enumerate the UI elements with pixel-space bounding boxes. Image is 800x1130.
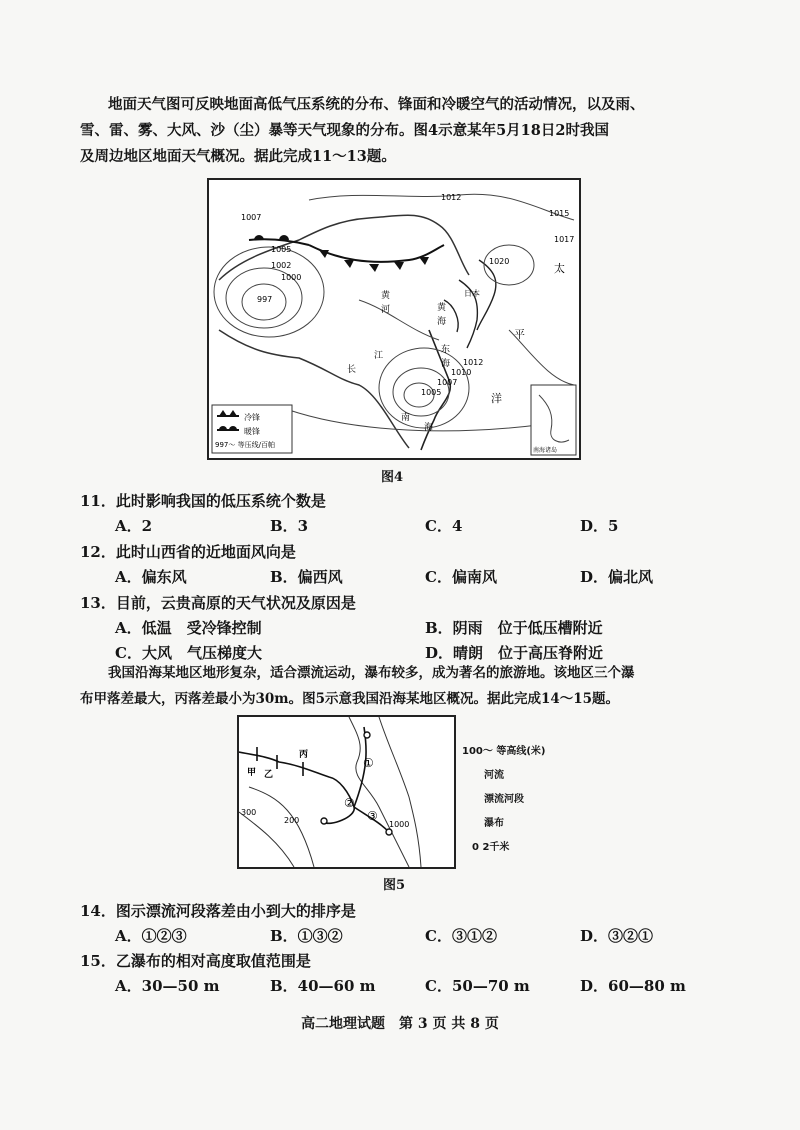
label-huang2: 黄 [437,303,447,313]
label-he: 河 [381,305,391,315]
q11-option-a[interactable]: A．2 [115,517,153,535]
q13-option-a[interactable]: A．低温 受冷锋控制 [115,619,262,637]
segment-2: ② [344,796,355,810]
isobar-label-1017: 1017 [554,235,575,244]
q15-option-a[interactable]: A．30—50 m [115,977,220,995]
isobar-label-1000: 1000 [281,273,302,282]
label-yang: 洋 [491,392,502,405]
q11-option-d[interactable]: D．5 [580,517,619,535]
intro-paragraph-14-15 [80,660,730,712]
intro-line: 地面天气图可反映地面高低气压系统的分布、锋面和冷暖空气的活动情况，以及雨、 [108,96,645,113]
q12-option-b[interactable]: B．偏西风 [270,568,343,586]
page-footer: 高二地理试题 第 3 页 共 8 页 [301,1016,499,1032]
inset-map [531,385,576,455]
intro-paragraph-11-13 [80,92,730,170]
contour-label-300: 300 [241,808,257,817]
isobar-label-1002: 1002 [271,261,292,270]
isobar-label-1015: 1015 [549,209,570,218]
legend-isobar: 997～ 等压线/百帕 [215,441,275,449]
label-dong: 东 [441,345,451,355]
q14-option-b[interactable]: B．①③② [270,927,343,945]
label-hai3: 海 [424,423,434,433]
q15-option-b[interactable]: B．40—60 m [270,977,376,995]
label-ping: 平 [514,328,525,341]
river [239,752,354,823]
weather-map [209,180,579,458]
isobar-label-1020: 1020 [489,257,510,266]
contour-line [379,717,421,867]
isobar-label-1007b: 1007 [437,378,458,387]
q14-option-c[interactable]: C．③①② [425,927,497,945]
figure-5-terrain-map [237,715,456,869]
border-line [219,215,469,280]
legend-scale: 0 2千米 [472,842,510,853]
question-13-stem: 13．目前，云贵高原的天气状况及原因是 [80,594,356,612]
q13-option-b[interactable]: B．阴雨 位于低压槽附近 [425,619,603,637]
q11-option-c[interactable]: C．4 [425,517,463,535]
terrain-map [239,717,454,867]
intro-line: 及周边地区地面天气概况。据此完成11～13题。 [80,148,396,165]
label-jia: 甲 [247,768,257,778]
label-jiang: 江 [374,351,384,361]
label-hai: 海 [437,317,447,327]
legend-river: 河流 [484,770,504,781]
q15-option-d[interactable]: D．60—80 m [580,977,686,995]
isobar-label-1007: 1007 [241,213,262,222]
question-12-stem: 12．此时山西省的近地面风向是 [80,543,296,561]
isobar-label-1012b: 1012 [463,358,484,367]
label-bing: 丙 [299,750,309,760]
legend-warm-front: 暖锋 [244,427,260,436]
label-japan: 日本 [464,289,480,298]
question-14-stem: 14．图示漂流河段落差由小到大的排序是 [80,902,356,920]
intro-line: 我国沿海某地区地形复杂，适合漂流运动，瀑布较多，成为著名的旅游地。该地区三个瀑 [108,665,635,681]
contour-label-200: 200 [284,816,300,825]
q15-option-c[interactable]: C．50—70 m [425,977,530,995]
legend-contour: 100～ 等高线(米) [462,746,546,757]
segment-3: ③ [367,809,378,823]
label-huang: 黄 [381,291,391,301]
question-11-stem: 11．此时影响我国的低压系统个数是 [80,492,326,510]
isobar-label-1005: 1005 [271,245,292,254]
q11-option-b[interactable]: B．3 [270,517,309,535]
legend-rafting: 漂流河段 [484,794,524,805]
intro-line: 雪、雷、雾、大风、沙（尘）暴等天气现象的分布。图4示意某年5月18日2时我国 [80,122,609,139]
inset-label: 南海诸岛 [533,447,558,454]
label-yi: 乙 [264,770,274,780]
q13-option-d[interactable]: D．晴朗 位于高压脊附近 [425,644,604,662]
isobar-label-997: 997 [257,295,273,304]
label-hai2: 海 [441,359,451,369]
q12-option-a[interactable]: A．偏东风 [115,568,187,586]
q12-option-d[interactable]: D．偏北风 [580,568,654,586]
contour-label-1000: 1000 [389,820,410,829]
isobar [214,247,324,337]
contour-line [349,717,409,867]
figure-5-legend [462,740,572,860]
q14-option-d[interactable]: D．③②① [580,927,654,945]
isobar [359,300,439,340]
isobar-label-1012: 1012 [441,193,462,202]
label-nan: 南 [401,413,411,423]
legend-waterfall: 瀑布 [484,818,504,829]
q13-option-c[interactable]: C．大风 气压梯度大 [115,644,262,662]
legend-cold-front: 冷锋 [244,413,260,422]
question-15-stem: 15．乙瀑布的相对高度取值范围是 [80,952,311,970]
q12-option-c[interactable]: C．偏南风 [425,568,497,586]
segment-1: ① [363,756,374,770]
isobar-label-1005b: 1005 [421,388,442,397]
isobar-label-1010: 1010 [451,368,472,377]
label-tai: 太 [554,262,565,275]
label-chang: 长 [347,365,357,375]
figure-5-caption: 图5 [382,878,406,893]
intro-line: 布甲落差最大，丙落差最小为30m。图5示意我国沿海某地区概况。据此完成14～15题。 [80,691,620,707]
figure-4-weather-map [207,178,581,460]
q14-option-a[interactable]: A．①②③ [115,927,187,945]
figure-4-caption: 图4 [380,470,404,485]
coastline [444,300,458,332]
